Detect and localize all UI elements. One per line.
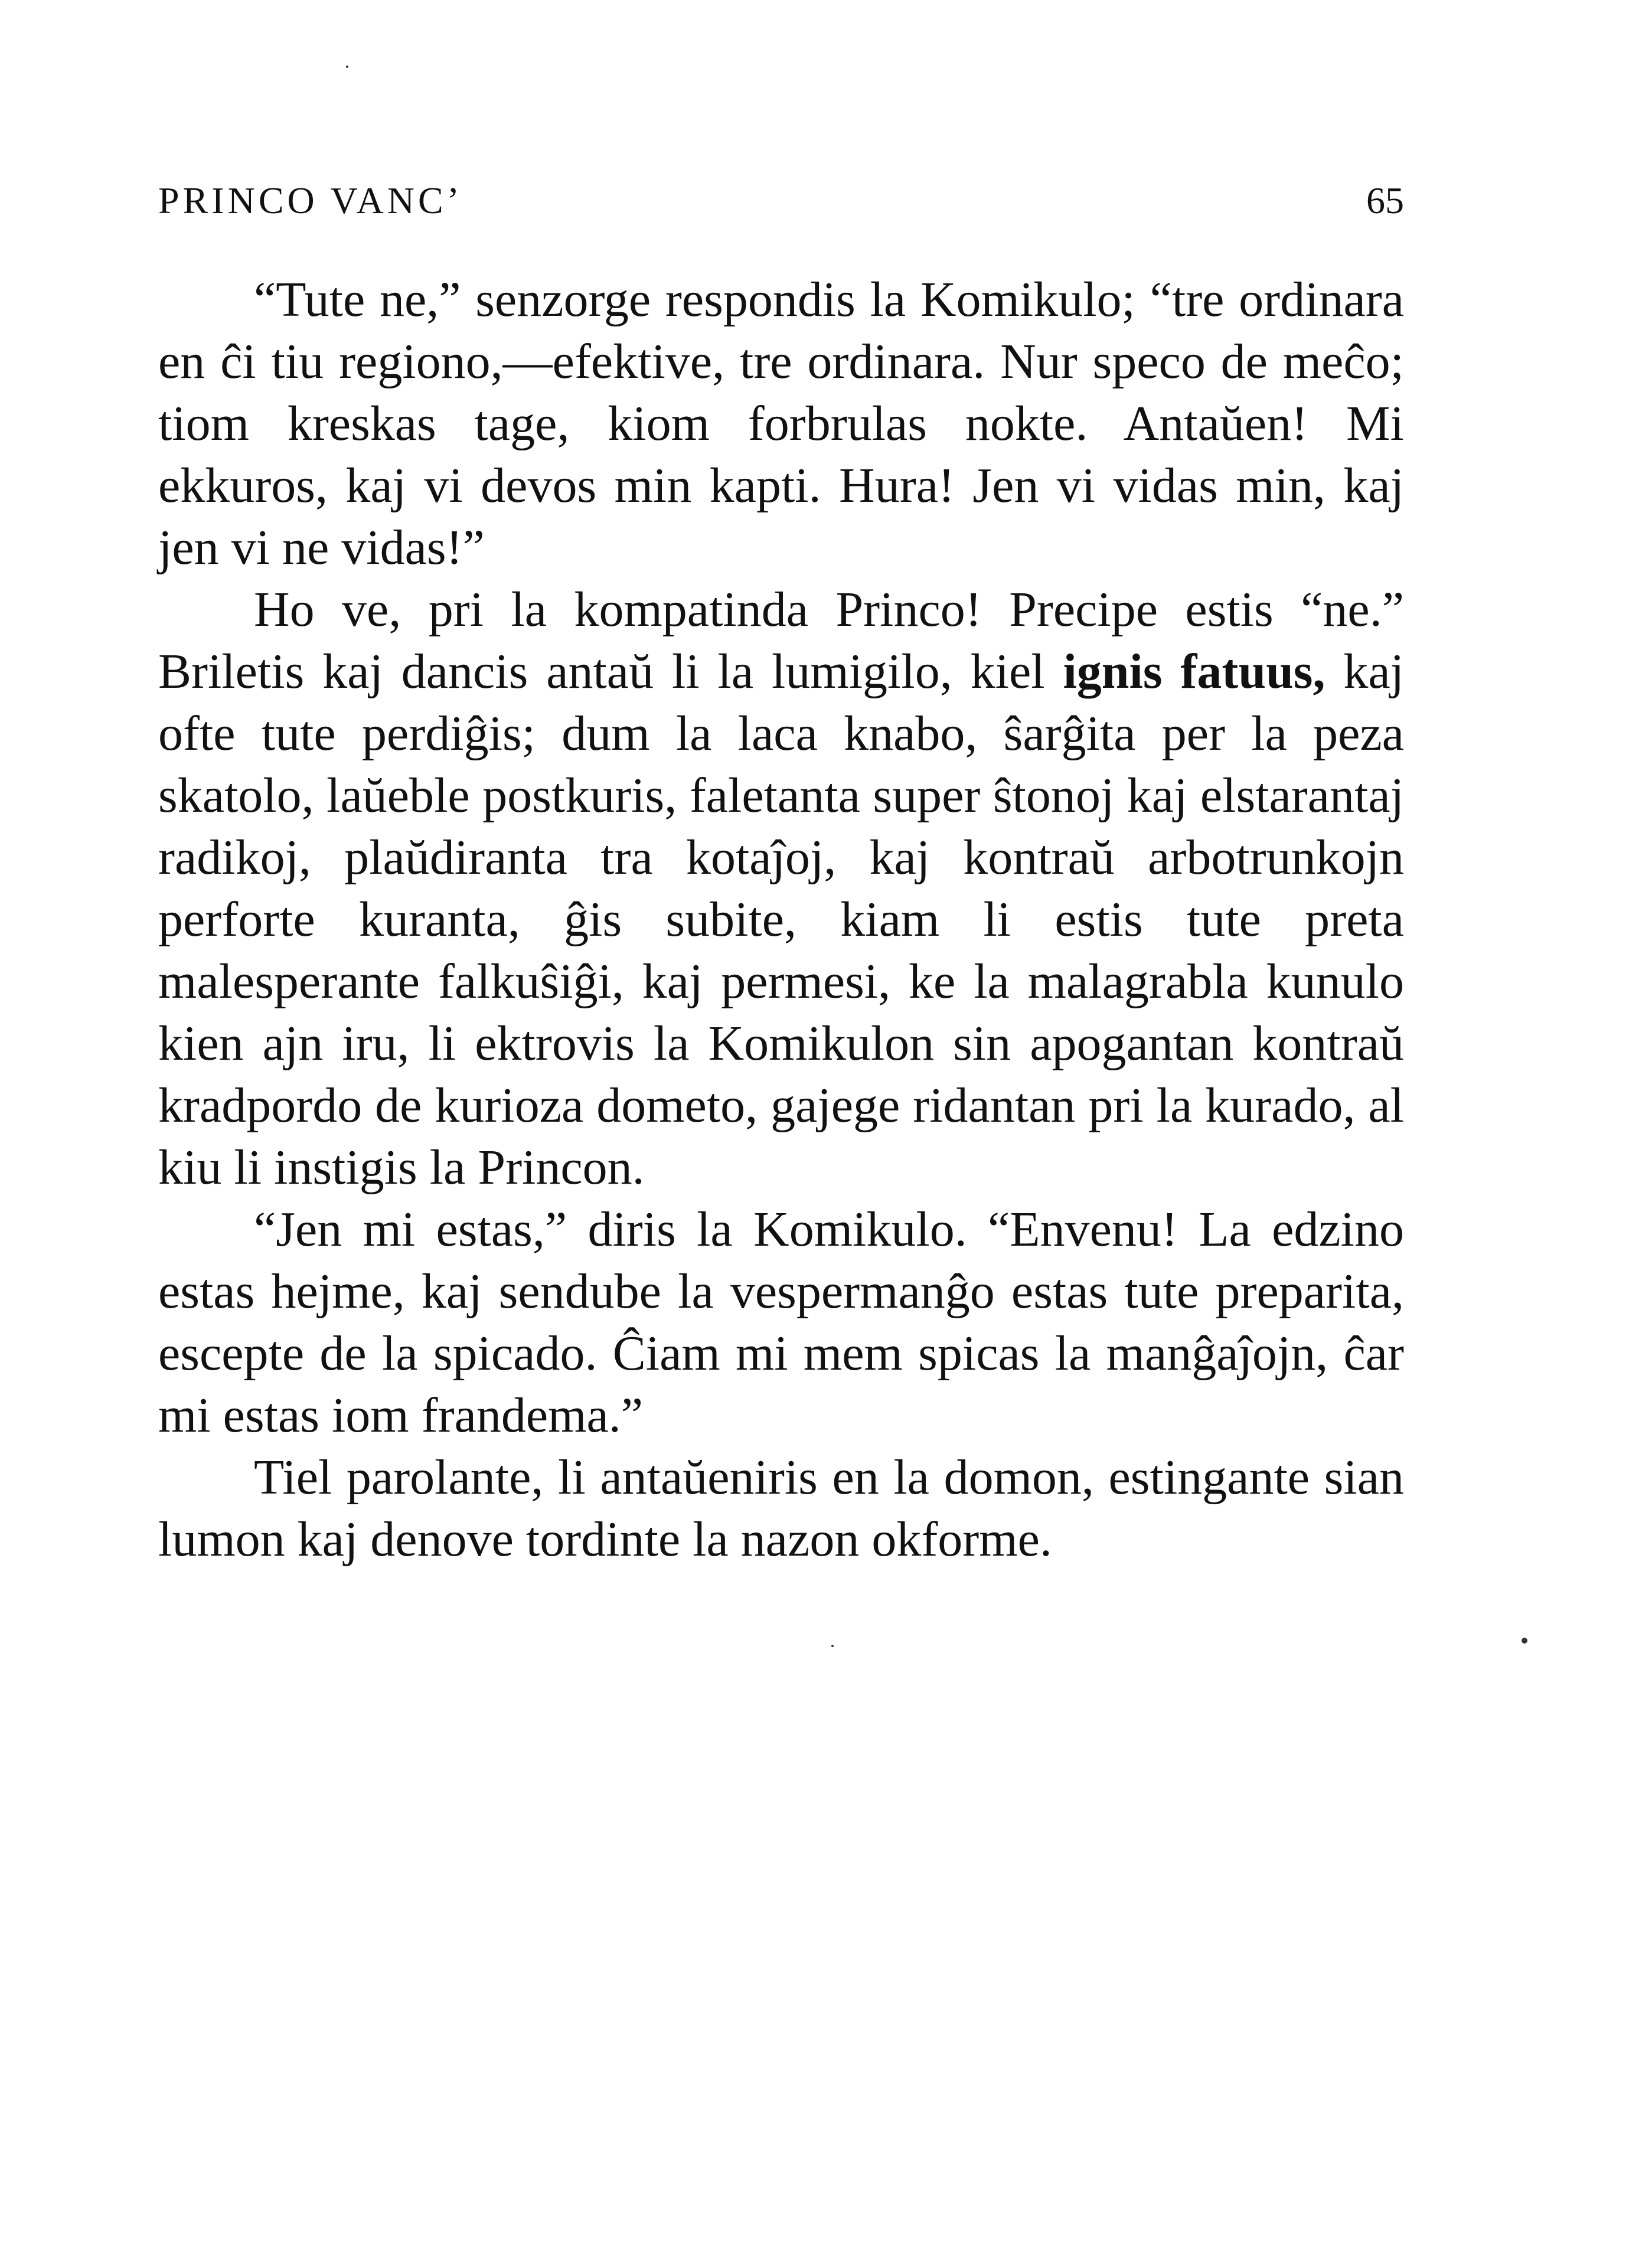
paragraph-2: [158, 579, 1404, 1198]
paragraph-4: [158, 1446, 1404, 1570]
running-head: [158, 177, 1404, 224]
body-text: [158, 269, 1404, 1570]
print-speck: [346, 66, 348, 68]
latin-phrase: ignis fatuus,: [1063, 644, 1325, 699]
paragraph-text: “Jen mi estas,” diris la Komikulo. “Envenu! La edzino estas hejme, kaj sendube la vespermanĝo estas tute preparita, escepte de la spicado. Ĉiam mi mem spicas la manĝaĵojn, ĉar mi estas iom frandema.”: [158, 1202, 1404, 1443]
print-speck: [1522, 1638, 1527, 1644]
paragraph-text: “Tute ne,” senzorge respondis la Komikulo; “tre ordinara en ĉi tiu regiono,—efektive, tre ordinara. Nur speco de meĉo; tiom kreskas tage, kiom forbrulas nokte. Antaŭen! Mi ekkuros, kaj vi devos min kapti. Hura! Jen vi vidas min, kaj jen vi ne vidas!”: [158, 272, 1404, 575]
paragraph-text: Tiel parolante, li antaŭeniris en la domon, estingante sian lumon kaj denove tordinte la nazon okforme.: [158, 1450, 1404, 1567]
paragraph-3: [158, 1198, 1404, 1446]
paragraph-text: kaj ofte tute perdiĝis; dum la laca knabo, ŝarĝita per la peza skatolo, laŭeble postkuris, faletanta super ŝtonoj kaj elstarantaj radikoj, plaŭdiranta tra kotaĵoj, kaj kontraŭ arbotrunkojn perforte kuranta, ĝis subite, kiam li estis tute preta malesperante falkuŝiĝi, kaj permesi, ke la malagrabla kunulo kien ajn iru, li ektrovis la Komikulon sin apogantan kontraŭ kradpordo de kurioza dometo, gajege ridantan pri la kurado, al kiu li instigis la Princon.: [158, 644, 1405, 1195]
running-title: PRINCO VANC’: [158, 179, 463, 221]
page-number: 65: [1366, 179, 1404, 221]
paragraph-text: Ho ve, pri la kompatinda Princo! Precipe estis “ne.” Briletis kaj dancis antaŭ li la lumigilo, kiel: [158, 582, 1404, 699]
print-speck: [831, 1645, 834, 1647]
paragraph-1: [158, 269, 1404, 579]
